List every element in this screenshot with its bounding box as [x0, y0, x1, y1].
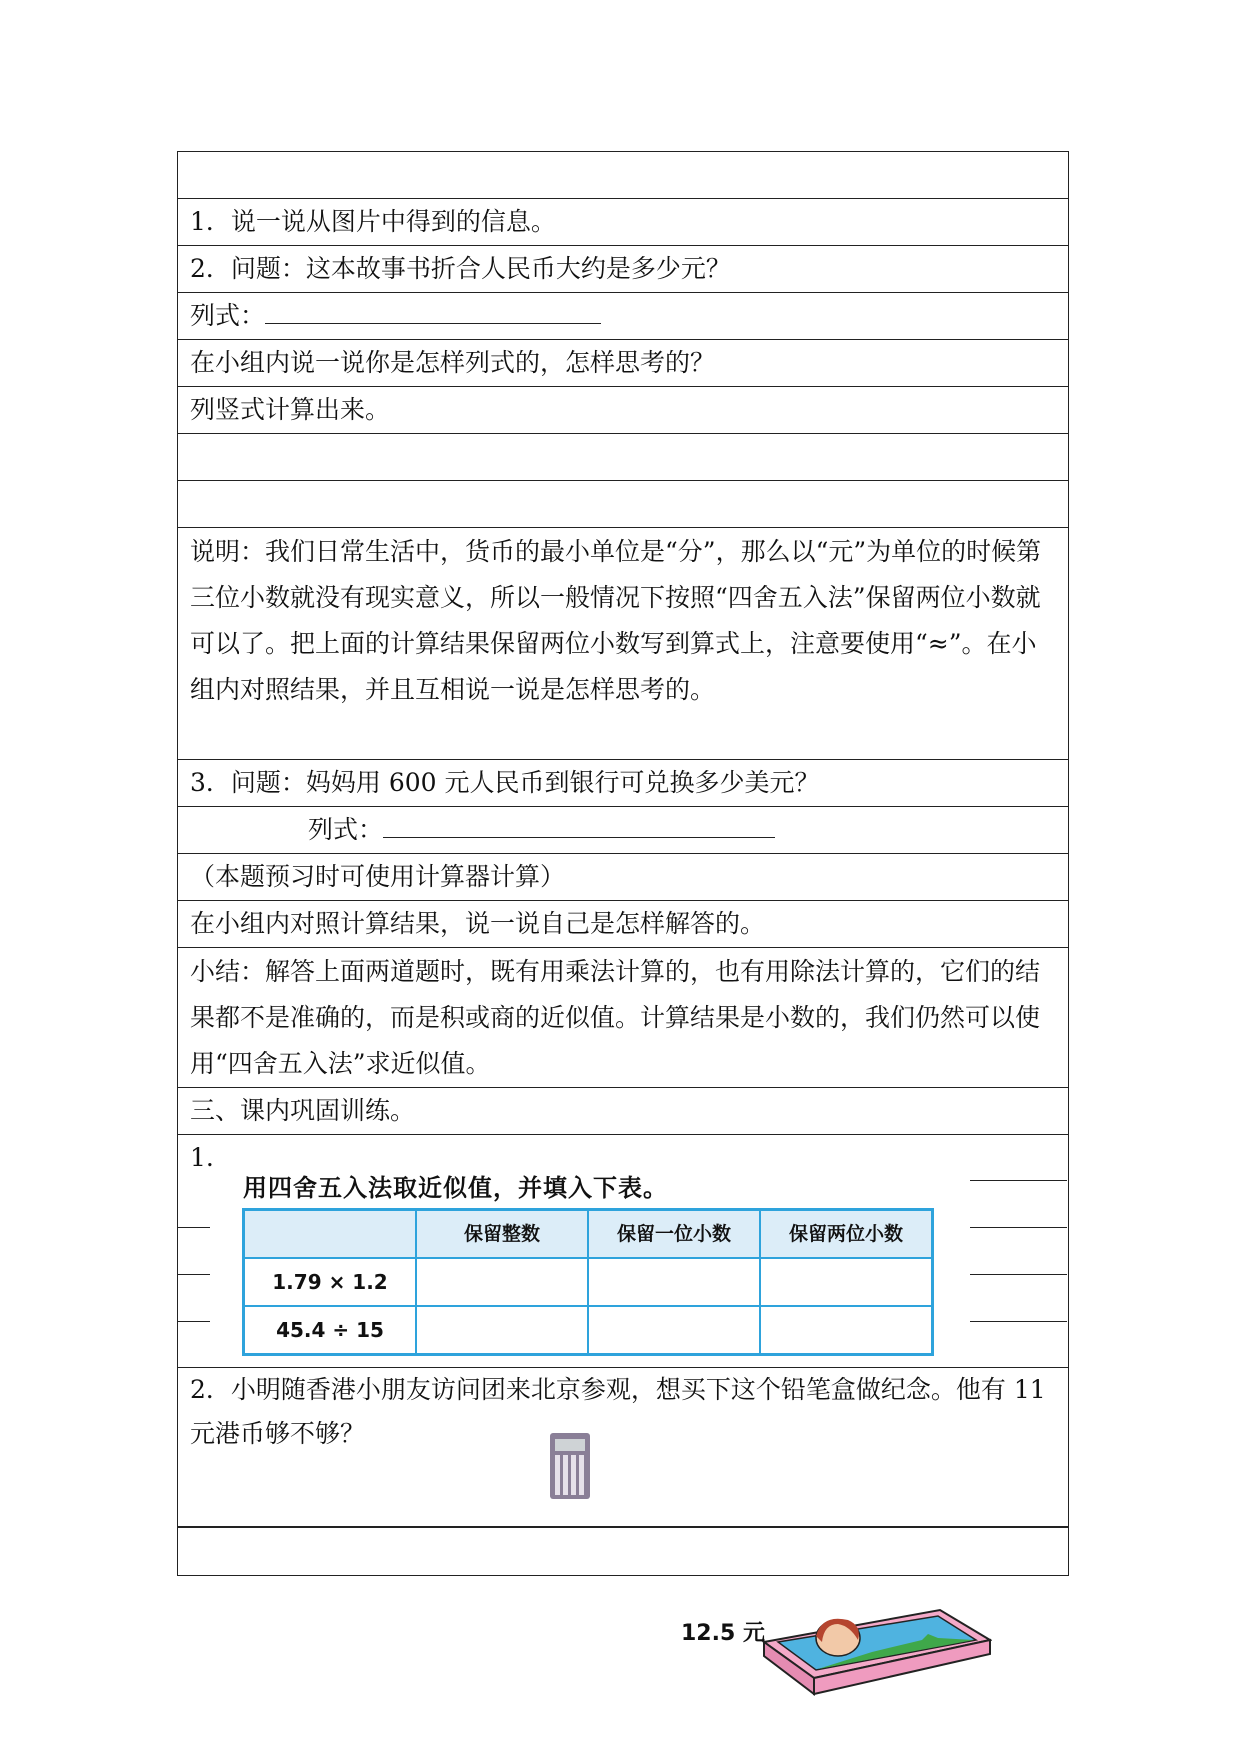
table-header-cell: 保留一位小数 [588, 1210, 760, 1259]
table-answer-cell[interactable] [760, 1306, 933, 1355]
formula2-label: 列式： [308, 815, 384, 844]
rounding-table [242, 1208, 934, 1356]
table-header-cell [244, 1210, 417, 1259]
calculator-screen [555, 1439, 585, 1451]
right-line-2 [970, 1227, 1067, 1228]
right-line-3 [970, 1274, 1067, 1275]
exercise2-text: 2．小明随香港小朋友访问团来北京参观，想买下这个铅笔盒做纪念。他有 11 元港币够不够？ [190, 1375, 1046, 1448]
exercise1-row [178, 1135, 1068, 1368]
empty-footer-row [178, 1528, 1068, 1575]
table-row [244, 1306, 933, 1355]
formula1-label: 列式： [190, 301, 266, 330]
exercise2-row [178, 1368, 1068, 1528]
vertical-calc-row: 列竖式计算出来。 [178, 387, 1068, 434]
empty-row-1 [178, 434, 1068, 481]
explanation-row: 说明：我们日常生活中，货币的最小单位是“分”，那么以“元”为单位的时候第三位小数就没有现实意义，所以一般情况下按照“四舍五入法”保留两位小数就可以了。把上面的计算结果保留两位小数写到算式上，注意要使用“≈”。在小组内对照结果，并且互相说一说是怎样思考的。 [178, 528, 1068, 760]
summary-row: 小结：解答上面两道题时，既有用乘法计算的，也有用除法计算的，它们的结果都不是准确的，而是积或商的近似值。计算结果是小数的，我们仍然可以使用“四舍五入法”求近似值。 [178, 948, 1068, 1088]
table-expression: 45.4 ÷ 15 [244, 1306, 417, 1355]
formula2-row [178, 807, 1068, 854]
calculator-icon [550, 1433, 590, 1499]
exercise-table-title: 用四舍五入法取近似值，并填入下表。 [243, 1174, 668, 1202]
formula2-blank[interactable] [383, 807, 775, 838]
right-line-1 [970, 1180, 1067, 1181]
discuss1-row: 在小组内说一说你是怎样列式的，怎样思考的？ [178, 340, 1068, 387]
price-label: 12.5 元 [681, 1621, 765, 1646]
empty-row-2 [178, 481, 1068, 528]
item1-row: 1．说一说从图片中得到的信息。 [178, 199, 1068, 246]
left-line-3 [178, 1321, 210, 1322]
table-answer-cell[interactable] [416, 1258, 588, 1306]
left-line-1 [178, 1227, 210, 1228]
exercise1-number: 1. [190, 1143, 214, 1172]
table-header-cell: 保留整数 [416, 1210, 588, 1259]
formula1-row [178, 293, 1068, 340]
item2-row: 2．问题：这本故事书折合人民币大约是多少元？ [178, 246, 1068, 293]
item3-row: 3．问题：妈妈用 600 元人民币到银行可兑换多少美元？ [178, 760, 1068, 807]
section3-row: 三、课内巩固训练。 [178, 1088, 1068, 1135]
calculator-keys [555, 1455, 585, 1495]
table-answer-cell[interactable] [588, 1258, 760, 1306]
calc-note-row: （本题预习时可使用计算器计算） [178, 854, 1068, 901]
table-header-row [244, 1210, 933, 1259]
table-row [244, 1258, 933, 1306]
table-header-cell: 保留两位小数 [760, 1210, 933, 1259]
formula1-blank[interactable] [265, 293, 601, 324]
table-answer-cell[interactable] [416, 1306, 588, 1355]
table-answer-cell[interactable] [760, 1258, 933, 1306]
left-line-2 [178, 1274, 210, 1275]
table-answer-cell[interactable] [588, 1306, 760, 1355]
empty-header-row [178, 152, 1068, 199]
worksheet-table [177, 151, 1069, 1576]
pencil-box-illustration [752, 1590, 992, 1700]
right-line-4 [970, 1321, 1067, 1322]
discuss2-row: 在小组内对照计算结果，说一说自己是怎样解答的。 [178, 901, 1068, 948]
table-expression: 1.79 × 1.2 [244, 1258, 417, 1306]
